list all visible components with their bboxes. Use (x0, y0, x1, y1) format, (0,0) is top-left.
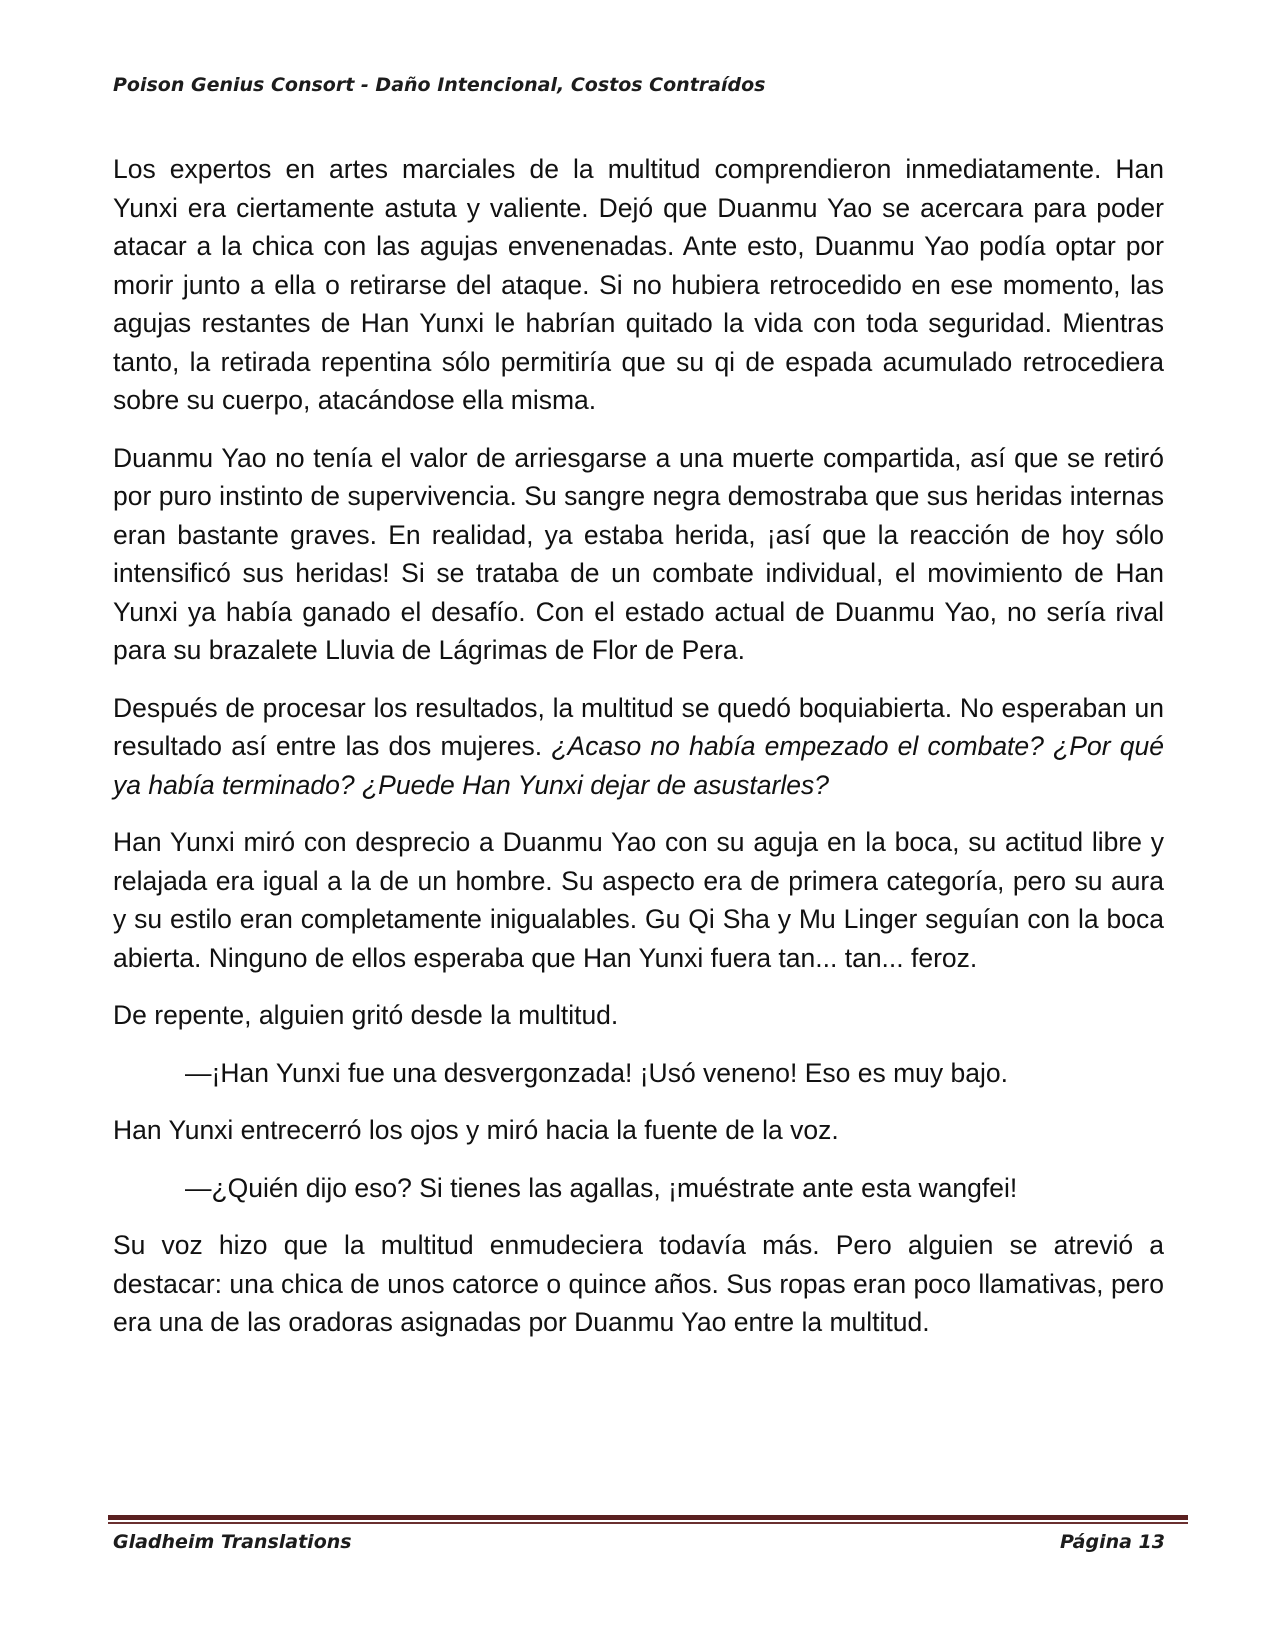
paragraph-1: Los expertos en artes marciales de la multitud comprendieron inmediatamente. Han Yunxi era ciertamente astuta y valiente. Dejó que Duanmu Yao se acercara para poder atacar a la chica con las agujas envenenadas. Ante esto, Duanmu Yao podía optar por morir junto a ella o retirarse del ataque. Si no hubiera retrocedido en ese momento, las agujas restantes de Han Yunxi le habrían quitado la vida con toda seguridad. Mientras tanto, la retirada repentina sólo permitiría que su qi de espada acumulado retrocediera sobre su cuerpo, atacándose ella misma. (113, 154, 1164, 415)
paragraph-3-italic-thought: ¿Acaso no había empezado el combate? ¿Por qué ya había terminado? ¿Puede Han Yunxi dejar de asustarles? (113, 731, 1164, 800)
paragraph-9: Su voz hizo que la multitud enmudeciera todavía más. Pero alguien se atrevió a destacar: una chica de unos catorce o quince años. Sus ropas eran poco llamativas, pero era una de las oradoras asignadas por Duanmu Yao entre la multitud. (113, 1230, 1164, 1337)
dialogue-2: —¿Quién dijo eso? Si tienes las agallas, ¡muéstrate ante esta wangfei! (185, 1172, 1018, 1203)
paragraph-3-text: Después de procesar los resultados, la multitud se quedó boquiabierta. No esperaban un resultado así entre las dos mujeres. (113, 692, 1164, 761)
footer-credit: Gladheim Translations (113, 1531, 352, 1553)
document-body (113, 150, 1164, 1361)
paragraph-2: Duanmu Yao no tenía el valor de arriesgarse a una muerte compartida, así que se retiró por puro instinto de supervivencia. Su sangre negra demostraba que sus heridas internas eran bastante graves. En realidad, ya estaba herida, ¡así que la reacción de hoy sólo intensificó sus heridas! Si se trataba de un combate individual, el movimiento de Han Yunxi ya había ganado el desafío. Con el estado actual de Duanmu Yao, no sería rival para su brazalete Lluvia de Lágrimas de Flor de Pera. (113, 442, 1164, 665)
paragraph-5: De repente, alguien gritó desde la multitud. (113, 1000, 619, 1030)
page-number: Página 13 (1059, 1531, 1165, 1553)
paragraph-3 (113, 689, 1164, 805)
paragraph-4: Han Yunxi miró con desprecio a Duanmu Yao con su aguja en la boca, su actitud libre y relajada era igual a la de un hombre. Su aspecto era de primera categoría, pero su aura y su estilo eran completamente inigualables. Gu Qi Sha y Mu Linger seguían con la boca abierta. Ninguno de ellos esperaba que Han Yunxi fuera tan... tan... feroz. (113, 827, 1164, 973)
dialogue-1: —¡Han Yunxi fue una desvergonzada! ¡Usó veneno! Eso es muy bajo. (185, 1057, 1008, 1088)
footer-divider (108, 1515, 1188, 1520)
page-header-title: Poison Genius Consort - Daño Intencional, Costos Contraídos (113, 74, 766, 96)
paragraph-7: Han Yunxi entrecerró los ojos y miró hacia la fuente de la voz. (113, 1115, 839, 1145)
